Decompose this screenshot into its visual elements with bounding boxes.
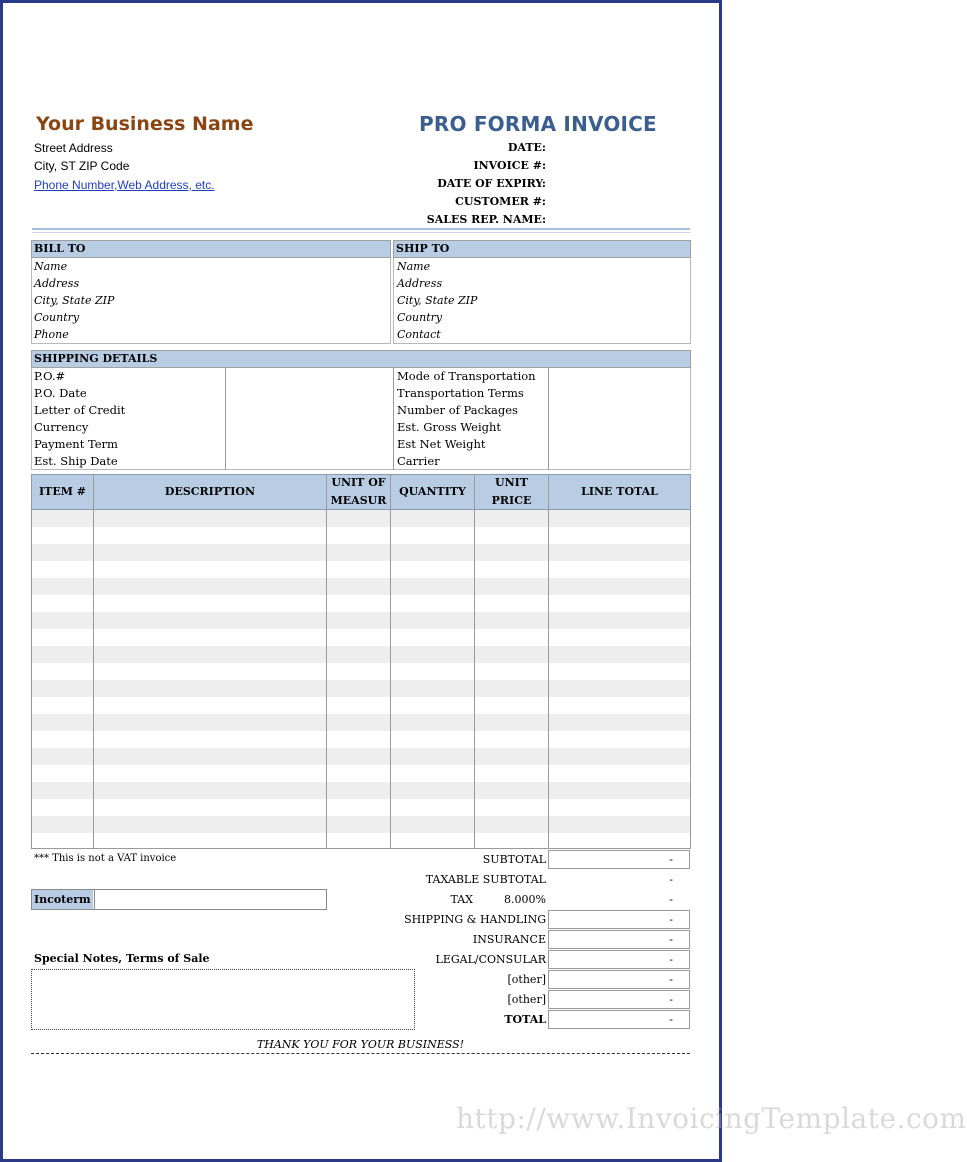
table-row[interactable] [31, 510, 691, 527]
bill-to-city[interactable]: City, State ZIP [34, 294, 115, 307]
items-border-right [690, 474, 691, 849]
totals-value-cell [548, 1010, 690, 1029]
items-divider-2 [326, 474, 327, 849]
table-row[interactable] [31, 714, 691, 731]
thank-you-message: THANK YOU FOR YOUR BUSINESS! [256, 1038, 465, 1051]
table-row[interactable] [31, 612, 691, 629]
col-item-number: ITEM # [32, 475, 94, 509]
header-separator [32, 228, 690, 230]
items-border-bottom [31, 848, 691, 849]
items-table-header [31, 474, 691, 510]
shipping-mode-label: Mode of Transportation [397, 369, 536, 383]
totals-label: TOTAL [504, 1013, 546, 1026]
items-divider-4 [474, 474, 475, 849]
items-divider-5 [548, 474, 549, 849]
ship-to-address[interactable]: Address [397, 277, 443, 290]
ship-to-country[interactable]: Country [397, 311, 443, 324]
bill-to-country[interactable]: Country [34, 311, 80, 324]
invoice-title: PRO FORMA INVOICE [419, 112, 657, 136]
shipping-po-date-label: P.O. Date [34, 386, 87, 400]
totals-value-cell [548, 870, 690, 889]
table-row[interactable] [31, 527, 691, 544]
notes-label: Special Notes, Terms of Sale [34, 952, 210, 965]
table-row[interactable] [31, 748, 691, 765]
contact-link[interactable]: Phone Number,Web Address, etc. [34, 178, 215, 192]
street-address: Street Address [34, 141, 113, 155]
table-row[interactable] [31, 799, 691, 816]
table-row[interactable] [31, 697, 691, 714]
shipping-details-header: SHIPPING DETAILS [31, 350, 691, 368]
totals-value: - [669, 953, 673, 966]
business-name: Your Business Name [36, 113, 254, 135]
totals-value: - [669, 933, 673, 946]
incoterm-input[interactable] [94, 890, 327, 909]
meta-invoice-label: INVOICE #: [473, 159, 546, 172]
totals-value: - [669, 853, 673, 866]
totals-value-cell [548, 890, 690, 909]
shipping-carrier-label: Carrier [397, 454, 440, 468]
totals-value: - [669, 873, 673, 886]
items-table-body [31, 510, 691, 850]
shipping-divider-2 [393, 368, 394, 470]
totals-label: [other] [507, 993, 546, 1006]
city-zip: City, ST ZIP Code [34, 159, 130, 173]
totals-value-cell [548, 970, 690, 989]
totals-value: - [669, 1013, 673, 1026]
totals-value-cell [548, 910, 690, 929]
col-quantity: QUANTITY [391, 475, 475, 509]
shipping-ship-date-label: Est. Ship Date [34, 454, 118, 468]
meta-expiry-label: DATE OF EXPIRY: [437, 177, 546, 190]
shipping-details-box [31, 350, 691, 470]
bill-to-name[interactable]: Name [34, 260, 68, 273]
shipping-po-label: P.O.# [34, 369, 66, 383]
table-row[interactable] [31, 765, 691, 782]
vat-note: *** This is not a VAT invoice [34, 853, 177, 864]
totals-value-cell [548, 990, 690, 1009]
totals-label: TAX [450, 893, 473, 906]
table-row[interactable] [31, 663, 691, 680]
totals-value: - [669, 993, 673, 1006]
table-row[interactable] [31, 578, 691, 595]
notes-textarea[interactable] [31, 969, 415, 1030]
totals-label: SUBTOTAL [482, 853, 546, 866]
shipping-terms-label: Transportation Terms [397, 386, 524, 400]
bill-to-header: BILL TO [31, 240, 391, 258]
table-row[interactable] [31, 816, 691, 833]
meta-date-label: DATE: [507, 141, 546, 154]
totals-label: LEGAL/CONSULAR [435, 953, 546, 966]
ship-to-header: SHIP TO [393, 240, 691, 258]
ship-to-name[interactable]: Name [397, 260, 431, 273]
totals-label: SHIPPING & HANDLING [404, 913, 546, 926]
table-row[interactable] [31, 782, 691, 799]
table-row[interactable] [31, 731, 691, 748]
table-row[interactable] [31, 629, 691, 646]
col-unit-price: UNIT PRICE [475, 475, 549, 509]
totals-value-cell [548, 930, 690, 949]
shipping-divider-3 [548, 368, 549, 470]
totals-value-cell [548, 950, 690, 969]
totals-label: TAXABLE SUBTOTAL [425, 873, 546, 886]
shipping-payment-term-label: Payment Term [34, 437, 118, 451]
footer-dashed-line [31, 1053, 690, 1054]
totals-value: - [669, 973, 673, 986]
items-divider-1 [93, 474, 94, 849]
tax-rate[interactable]: 8.000% [504, 893, 546, 906]
items-border-left [31, 474, 32, 849]
col-description: DESCRIPTION [94, 475, 327, 509]
totals-value: - [669, 913, 673, 926]
table-row[interactable] [31, 646, 691, 663]
shipping-divider-1 [225, 368, 226, 470]
table-row[interactable] [31, 680, 691, 697]
totals-value-cell [548, 850, 690, 869]
header-separator-thin [32, 232, 690, 233]
ship-to-contact[interactable]: Contact [397, 328, 441, 341]
bill-to-address[interactable]: Address [34, 277, 80, 290]
shipping-currency-label: Currency [34, 420, 89, 434]
shipping-net-weight-label: Est Net Weight [397, 437, 486, 451]
totals-value: - [669, 893, 673, 906]
items-table [31, 474, 691, 850]
shipping-loc-label: Letter of Credit [34, 403, 126, 417]
table-row[interactable] [31, 595, 691, 612]
shipping-gross-weight-label: Est. Gross Weight [397, 420, 502, 434]
bill-to-phone[interactable]: Phone [34, 328, 69, 341]
table-row[interactable] [31, 544, 691, 561]
meta-salesrep-label: SALES REP. NAME: [426, 213, 546, 226]
ship-to-city[interactable]: City, State ZIP [397, 294, 478, 307]
table-row[interactable] [31, 561, 691, 578]
watermark: http://www.InvoicingTemplate.com [456, 1102, 967, 1135]
totals-label: INSURANCE [472, 933, 546, 946]
col-line-total: LINE TOTAL [581, 485, 658, 498]
totals-label: [other] [507, 973, 546, 986]
shipping-packages-label: Number of Packages [397, 403, 518, 417]
incoterm-label: Incoterm [32, 890, 93, 909]
items-divider-3 [390, 474, 391, 849]
col-unit-of-measure: UNIT OF MEASUR [327, 475, 391, 509]
meta-customer-label: CUSTOMER #: [455, 195, 546, 208]
